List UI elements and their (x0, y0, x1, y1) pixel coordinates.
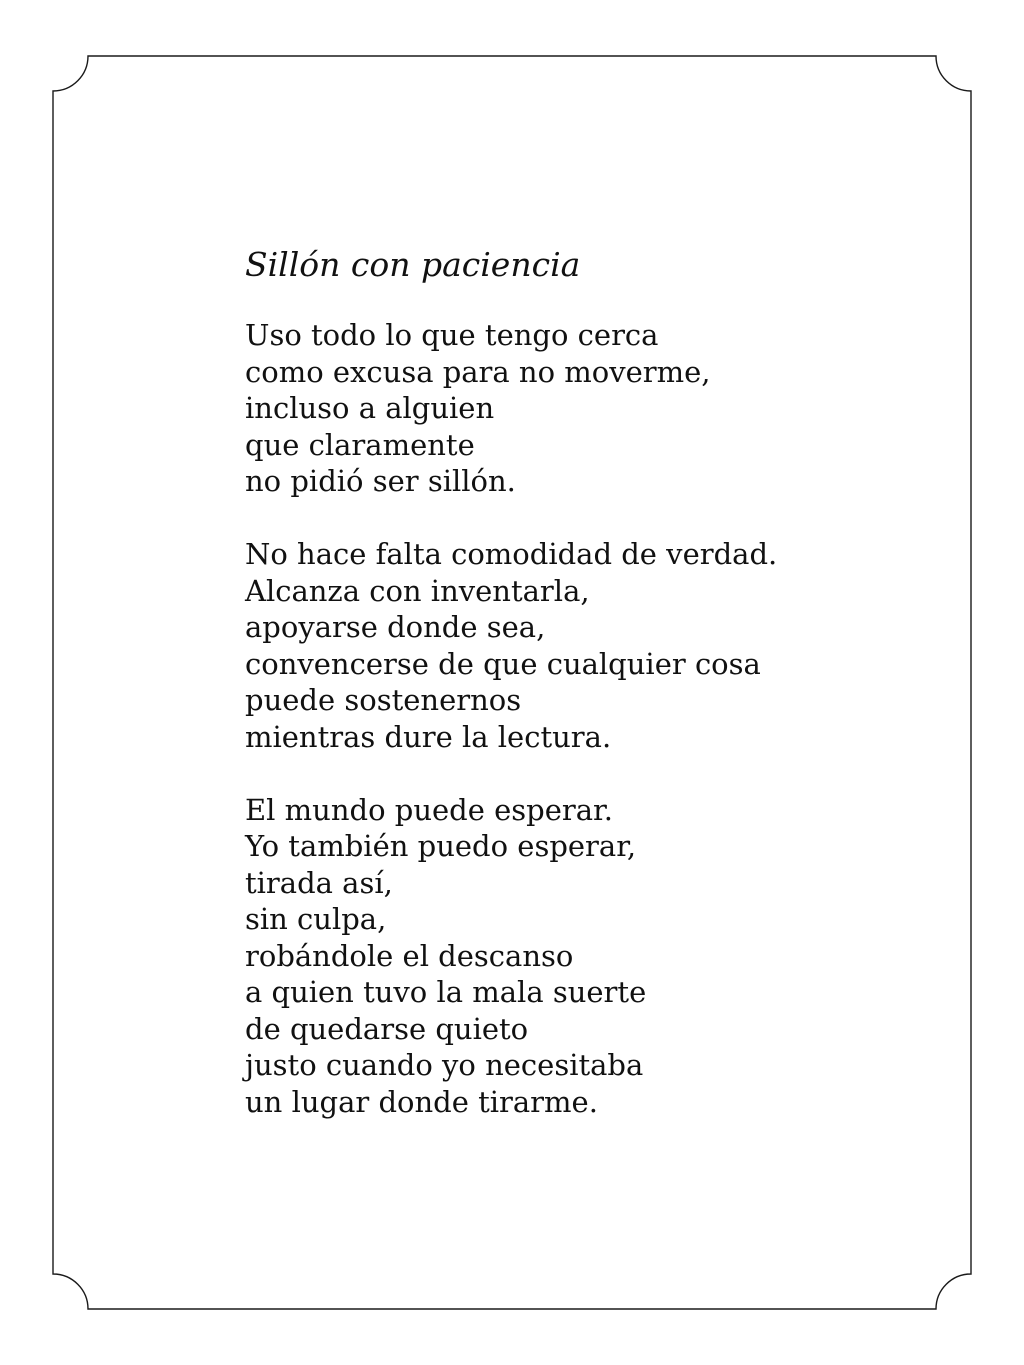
stanza-3 (245, 792, 945, 1121)
poem (245, 243, 945, 1157)
poem-line: incluso a alguien (245, 391, 495, 425)
poem-title: Sillón con paciencia (245, 245, 581, 284)
stanza-1 (245, 317, 945, 500)
poem-line: El mundo puede esperar. (245, 792, 613, 827)
poem-line: como excusa para no moverme, (245, 354, 711, 389)
poem-line: mientras dure la lectura. (245, 719, 612, 754)
poem-line: Alcanza con inventarla, (245, 573, 590, 608)
poem-line: Yo también puedo esperar, (245, 829, 637, 863)
stanza-2 (245, 536, 945, 755)
poem-line: No hace falta comodidad de verdad. (245, 537, 778, 571)
poem-line: Uso todo lo que tengo cerca (245, 318, 659, 352)
poem-line: robándole el descanso (245, 938, 574, 973)
poem-line: a quien tuvo la mala suerte (245, 975, 647, 1009)
poem-line: justo cuando yo necesitaba (245, 1048, 644, 1082)
poem-line: un lugar donde tirarme. (245, 1084, 598, 1119)
poem-line: puede sostenernos (245, 683, 522, 717)
poem-line: no pidió ser sillón. (245, 464, 516, 498)
poem-line: convencerse de que cualquier cosa (245, 646, 761, 681)
poem-line: tirada así, (245, 865, 393, 900)
poem-line: apoyarse donde sea, (245, 610, 546, 644)
poem-line: sin culpa, (245, 902, 387, 936)
poem-line: que claramente (245, 427, 475, 462)
poem-line: de quedarse quieto (245, 1011, 529, 1046)
